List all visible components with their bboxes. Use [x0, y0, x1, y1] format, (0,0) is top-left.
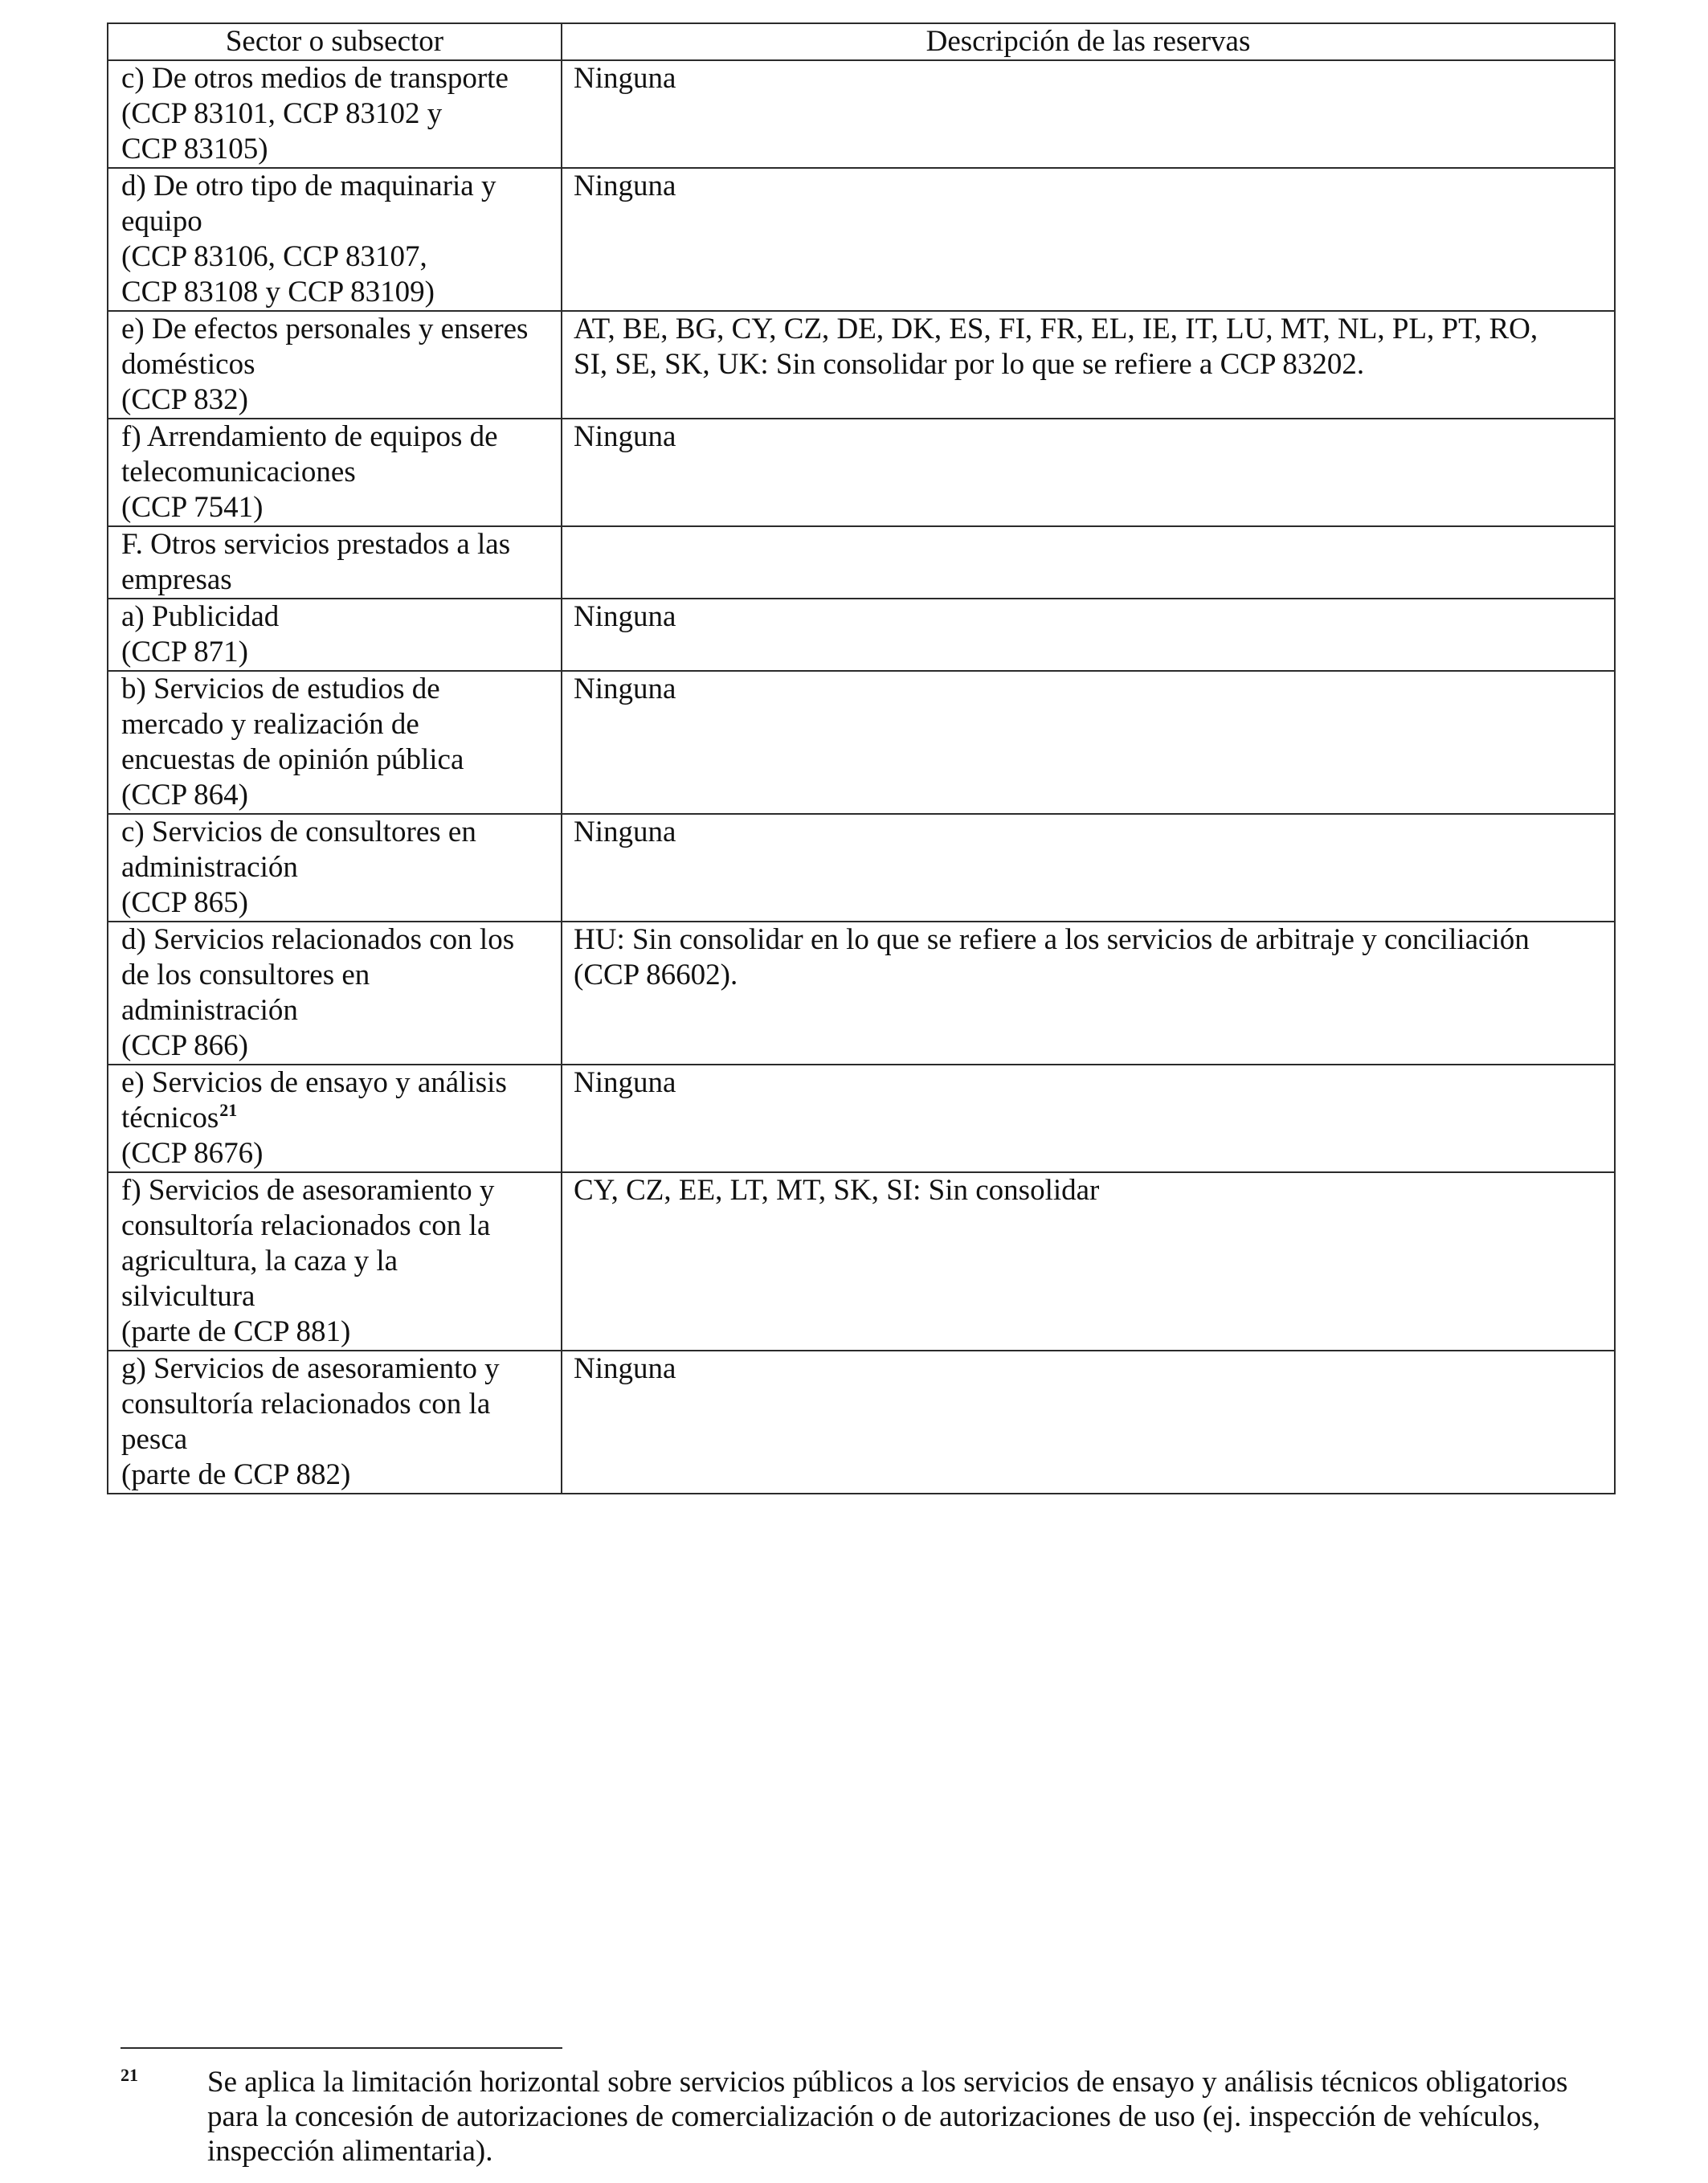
- description-cell: Ninguna: [562, 1351, 1615, 1494]
- description-cell: Ninguna: [562, 599, 1615, 671]
- description-cell: Ninguna: [562, 671, 1615, 814]
- sector-cell: g) Servicios de asesoramiento y consultoría relacionados con la pesca (parte de CCP 882): [108, 1351, 562, 1494]
- sector-cell: e) De efectos personales y enseres domésticos (CCP 832): [108, 311, 562, 419]
- sector-code-text: (CCP 8676): [121, 1137, 264, 1170]
- sector-cell: f) Servicios de asesoramiento y consultoría relacionados con la agricultura, la caza y la silvicultura (parte de CCP 881): [108, 1172, 562, 1351]
- table-row: [108, 599, 1615, 671]
- sector-cell: d) Servicios relacionados con los de los consultores en administración (CCP 866): [108, 922, 562, 1065]
- sector-cell: a) Publicidad (CCP 871): [108, 599, 562, 671]
- description-cell: Ninguna: [562, 60, 1615, 168]
- sector-cell: [108, 1065, 562, 1172]
- footnote-text: Se aplica la limitación horizontal sobre servicios públicos a los servicios de ensayo y análisis técnicos obligatorios para la concesión de autorizaciones de comercialización o de autorizaciones de uso (ej. inspección de vehículos, inspección alimentaria).: [207, 2066, 1568, 2168]
- table-row: [108, 311, 1615, 419]
- sector-cell: c) De otros medios de transporte (CCP 83101, CCP 83102 y CCP 83105): [108, 60, 562, 168]
- table-row: [108, 1065, 1615, 1172]
- footnote-reference[interactable]: 21: [219, 1100, 238, 1120]
- description-cell: HU: Sin consolidar en lo que se refiere a los servicios de arbitraje y conciliación (CCP 86602).: [562, 922, 1615, 1065]
- table-row: [108, 1351, 1615, 1494]
- table-row: [108, 60, 1615, 168]
- table-row: [108, 671, 1615, 814]
- table-row: [108, 814, 1615, 922]
- table-header-row: [108, 23, 1615, 60]
- table-row: [108, 1172, 1615, 1351]
- sector-cell: d) De otro tipo de maquinaria y equipo (CCP 83106, CCP 83107, CCP 83108 y CCP 83109): [108, 168, 562, 311]
- table-row: [108, 922, 1615, 1065]
- table-row: [108, 526, 1615, 599]
- description-cell: [562, 526, 1615, 599]
- sector-text: e) Servicios de ensayo y análisis técnicos: [121, 1066, 507, 1134]
- description-cell: Ninguna: [562, 168, 1615, 311]
- table-row: [108, 168, 1615, 311]
- section-heading-cell: F. Otros servicios prestados a las empresas: [108, 526, 562, 599]
- description-cell: AT, BE, BG, CY, CZ, DE, DK, ES, FI, FR, EL, IE, IT, LU, MT, NL, PL, PT, RO, SI, SE, SK, UK: Sin consolidar por lo que se refiere a CCP 83202.: [562, 311, 1615, 419]
- reservations-table: [107, 22, 1616, 1494]
- footnote-number: 21: [121, 2065, 138, 2085]
- header-description: Descripción de las reservas: [562, 23, 1615, 60]
- table-row: [108, 419, 1615, 526]
- description-cell: Ninguna: [562, 1065, 1615, 1172]
- footnote-separator: [121, 2047, 562, 2049]
- description-cell: Ninguna: [562, 419, 1615, 526]
- sector-cell: b) Servicios de estudios de mercado y realización de encuestas de opinión pública (CCP 864): [108, 671, 562, 814]
- description-cell: CY, CZ, EE, LT, MT, SK, SI: Sin consolidar: [562, 1172, 1615, 1351]
- header-sector: Sector o subsector: [108, 23, 562, 60]
- description-cell: Ninguna: [562, 814, 1615, 922]
- sector-cell: c) Servicios de consultores en administración (CCP 865): [108, 814, 562, 922]
- sector-cell: f) Arrendamiento de equipos de telecomunicaciones (CCP 7541): [108, 419, 562, 526]
